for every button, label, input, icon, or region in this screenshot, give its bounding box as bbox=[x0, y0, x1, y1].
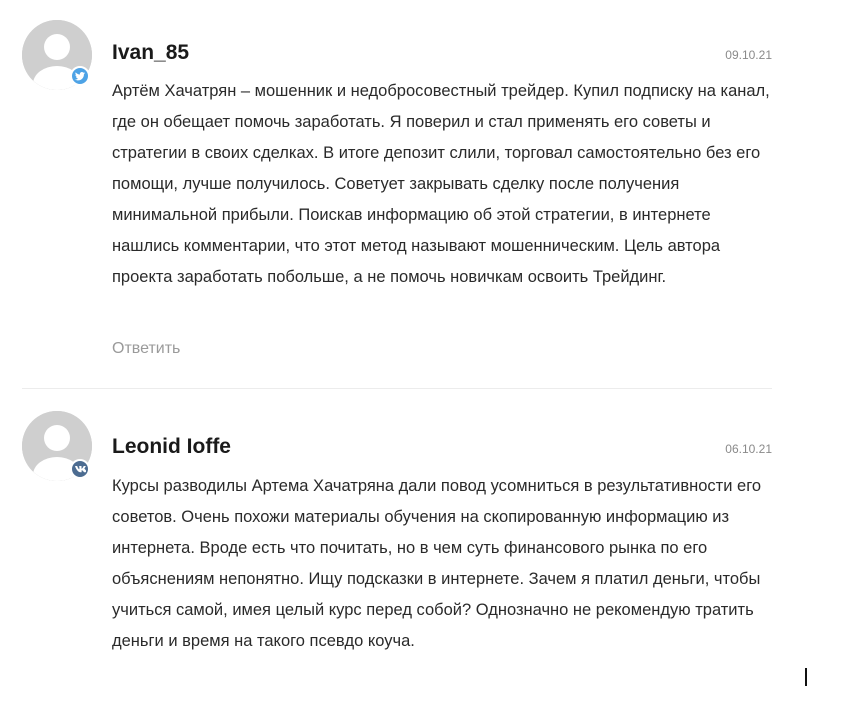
comment-date: 06.10.21 bbox=[725, 442, 772, 456]
comment-item bbox=[0, 389, 860, 715]
text-cursor bbox=[805, 668, 807, 686]
reply-button[interactable]: Ответить bbox=[112, 340, 181, 357]
comment-author: Leonid Ioffe bbox=[112, 435, 231, 458]
comment-author: Ivan_85 bbox=[112, 41, 190, 64]
comment-text: Курсы разводилы Артема Хачатряна дали повод усомниться в результативности его советов. Очень похожи материалы обучения на скопированную информацию из интернета. Вроде есть что почитать, но в чем суть финансового рынка по его объяснениям непонятно. Ищу подсказки в интернете. Зачем я платил деньги, чтобы учиться самой, имея целый курс перед собой? Однозначно не рекомендую тратить деньги и время на такого псевдо коуча. bbox=[112, 477, 762, 650]
vk-icon bbox=[70, 459, 90, 479]
comment-text: Артём Хачатрян – мошенник и недобросовестный трейдер. Купил подписку на канал, где он обещает помочь заработать. Я поверил и стал применять его советы и стратегии в своих сделках. В итоге депозит слили, торговал самостоятельно без его помощи, лучше получилось. Советует закрывать сделку после получения минимальной прибыли. Поискав информацию об этой стратегии, в интернете нашлись комментарии, что этот метод называют мошенническим. Цель автора проекта заработать побольше, а не помочь новичкам освоить Трейдинг. bbox=[112, 82, 770, 286]
comment-date: 09.10.21 bbox=[725, 48, 772, 62]
twitter-icon bbox=[70, 66, 90, 86]
